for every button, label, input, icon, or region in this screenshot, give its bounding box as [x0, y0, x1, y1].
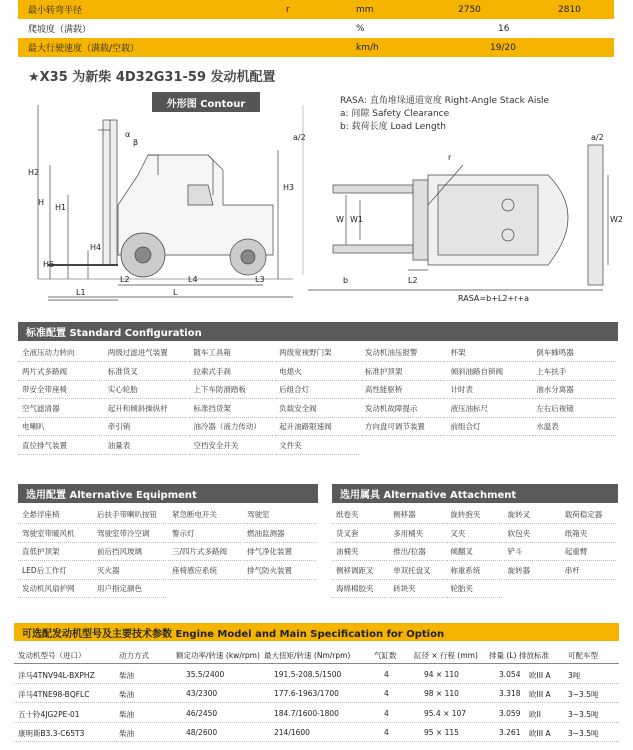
table-header-cell: 可配车型	[568, 651, 598, 660]
attachment-item: 旋转器	[504, 562, 559, 580]
config-item: 油量表	[104, 437, 188, 455]
attachment-item: 载荷稳定器	[561, 506, 616, 524]
config-item: 高性能驱桥	[361, 381, 445, 399]
spec-unit: mm	[356, 4, 374, 15]
config-item: 油冷器（液力传动）	[189, 418, 273, 436]
attachment-item: 叉夹	[446, 525, 501, 543]
table-cell: 3.054	[499, 669, 521, 679]
table-header-cell: 排量 (L)	[489, 651, 517, 660]
equipment-item: 燃油监测器	[243, 525, 316, 543]
table-cell: 4	[384, 689, 389, 698]
equipment-item: 紧急断电开关	[168, 506, 241, 524]
table-row	[14, 665, 619, 684]
engine-config-title: ★X35 为新柴 4D32G31-59 发动机配置	[28, 70, 276, 85]
spec-value: 16	[498, 23, 510, 34]
dim-alpha: α	[125, 130, 131, 139]
config-item: 液压油标尺	[447, 400, 531, 418]
config-item: 计时表	[447, 381, 531, 399]
dim-beta: β	[133, 138, 139, 147]
dim-l: L	[173, 288, 178, 297]
table-cell: 欧III A	[529, 670, 551, 680]
dim-w: W	[336, 215, 344, 224]
table-cell: 94 × 110	[424, 669, 459, 679]
spec-row	[18, 38, 614, 57]
config-item: 牵引销	[104, 418, 188, 436]
equipment-item: 警示灯	[168, 525, 241, 543]
table-cell: 48/2600	[186, 728, 218, 737]
dim-a2-right: a/2	[591, 133, 604, 142]
attachment-item: 侧移器	[389, 506, 444, 524]
table-cell: 3~3.5吨	[568, 690, 599, 699]
table-cell: 95.4 × 107	[424, 708, 467, 718]
equipment-item: 座椅感应系统	[168, 562, 241, 580]
config-item: 前组合灯	[447, 418, 531, 436]
attachment-item: 轮胎夹	[446, 580, 501, 598]
config-item: 标准护顶架	[361, 363, 445, 381]
attachment-item: 串杆	[561, 562, 616, 580]
alternative-equipment-header: 选用配置 Alternative Equipment	[18, 484, 318, 503]
standard-config-grid	[18, 344, 618, 456]
table-cell: 洋马4TNV94L-BXPHZ	[18, 670, 95, 680]
attachment-item: 货叉套	[332, 525, 387, 543]
equipment-item: LED后工作灯	[18, 562, 91, 580]
config-item: 全液压动力转向	[18, 344, 102, 362]
table-header-cell: 排放标准	[519, 651, 549, 660]
attachment-item: 油桶夹	[332, 543, 387, 561]
table-cell: 4	[384, 669, 389, 679]
dim-r: r	[448, 153, 452, 162]
table-header-cell: 气缸数	[374, 651, 397, 660]
table-cell: 177.6-1963/1700	[274, 689, 339, 698]
rasa-line: a: 间隙 Safety Clearance	[340, 109, 450, 119]
spec-row	[18, 0, 614, 19]
dim-h4: H4	[90, 243, 102, 252]
table-cell: 3~3.5吨	[568, 729, 599, 738]
table-cell: 柴油	[119, 670, 134, 680]
config-item: 两级宽视野门架	[275, 344, 359, 362]
dim-h: H	[38, 198, 45, 207]
config-item: 发动机故障提示	[361, 400, 445, 418]
dim-l2-top: L2	[408, 276, 418, 285]
attachment-item: 多用桶夹	[389, 525, 444, 543]
attachment-item: 单双托盘叉	[389, 562, 444, 580]
alternative-equipment-grid	[18, 506, 318, 598]
standard-config-header: 标准配置 Standard Configuration	[18, 322, 618, 341]
table-cell: 欧II	[529, 709, 541, 719]
table-cell: 95 × 115	[424, 728, 459, 737]
engine-table-header: 可选配发动机型号及主要技术参数 Engine Model and Main Specification for Option	[14, 623, 619, 641]
spec-symbol: r	[286, 4, 290, 15]
equipment-item: 用户指定颜色	[93, 580, 166, 598]
rasa-line: b: 载荷长度 Load Length	[340, 122, 446, 132]
config-item: 倾斜油路自锁阀	[447, 363, 531, 381]
config-item: 两级过滤进气装置	[104, 344, 188, 362]
dim-l2: L2	[120, 275, 130, 284]
equipment-item: 发动机风扇护网	[18, 580, 91, 598]
equipment-item: 排气防火装置	[243, 562, 316, 580]
config-item: 左右后视镜	[532, 400, 616, 418]
table-cell: 4	[384, 708, 389, 718]
equipment-item: 灭火器	[93, 562, 166, 580]
rasa-line: RASA: 直角堆垛通道宽度 Right-Angle Stack Aisle	[340, 96, 550, 106]
table-cell: 柴油	[119, 729, 134, 738]
dim-h5: H5	[43, 260, 55, 269]
spec-value: 2810	[558, 4, 581, 15]
rasa-legend	[340, 95, 549, 134]
config-item: 两片式多路阀	[18, 363, 102, 381]
config-item: 方向盘可调节装置	[361, 418, 445, 436]
rasa-formula: RASA=b+L2+r+a	[458, 294, 530, 303]
spec-unit: km/h	[356, 42, 379, 53]
config-item: 标准货叉	[104, 363, 188, 381]
dim-h2: H2	[28, 168, 40, 177]
dim-a2-left: a/2	[293, 133, 306, 142]
attachment-item: 纸卷夹	[332, 506, 387, 524]
table-header-row	[14, 645, 619, 664]
table-cell: 43/2300	[186, 689, 218, 698]
attachment-item: 软包夹	[504, 525, 559, 543]
spec-row	[18, 19, 614, 39]
config-item: 拉索式手刹	[189, 363, 273, 381]
attachment-item: 倾翻叉	[446, 543, 501, 561]
config-item: 随车工具箱	[189, 344, 273, 362]
config-item: 上车扶手	[532, 363, 616, 381]
table-header-cell: 缸径 × 行程 (mm)	[414, 651, 478, 660]
attachment-item: 纸箱夹	[561, 525, 616, 543]
config-item: 水温表	[532, 418, 616, 436]
equipment-item: 全悬浮座椅	[18, 506, 91, 524]
equipment-item: 驾驶室	[243, 506, 316, 524]
table-cell: 洋马4TNE98-BQFLC	[18, 690, 90, 699]
table-cell: 3~3.5吨	[568, 709, 599, 719]
spec-value: 2750	[458, 4, 481, 15]
attachment-item: 推出/拉器	[389, 543, 444, 561]
config-item: 后组合灯	[275, 381, 359, 399]
table-cell: 3吨	[568, 670, 581, 680]
config-item: 直位排气装置	[18, 437, 102, 455]
dim-w1: W1	[350, 215, 363, 224]
config-item: 负载安全阀	[275, 400, 359, 418]
table-row	[14, 704, 619, 723]
equipment-item: 排气净化装置	[243, 543, 316, 561]
config-item: 文件夹	[275, 437, 359, 455]
table-cell: 柴油	[119, 690, 134, 699]
table-cell: 康明斯B3.3-C65T3	[18, 729, 85, 738]
dim-h3: H3	[283, 183, 295, 192]
config-item: 电喇叭	[18, 418, 102, 436]
dim-b: b	[343, 276, 349, 285]
alternative-attachment-grid	[332, 506, 618, 598]
attachment-item: 起重臂	[561, 543, 616, 561]
table-cell: 184.7/1600-1800	[274, 708, 339, 718]
config-item: 空挡安全开关	[189, 437, 273, 455]
attachment-item: 侧移调距叉	[332, 562, 387, 580]
config-item: 电熄火	[275, 363, 359, 381]
table-cell: 3.261	[499, 728, 521, 737]
attachment-item: 旋转抱夹	[446, 506, 501, 524]
table-cell: 五十铃4JG2PE-01	[18, 709, 80, 719]
config-item: 油水分离器	[532, 381, 616, 399]
table-header-cell: 最大扭矩/转速 (Nm/rpm)	[264, 651, 351, 660]
config-item: 起升和倾斜操纵杆	[104, 400, 188, 418]
attachment-item: 铲斗	[504, 543, 559, 561]
equipment-item: 直低护顶架	[18, 543, 91, 561]
equipment-item: 前后挡风玻璃	[93, 543, 166, 561]
config-item: 上下车防滑踏板	[189, 381, 273, 399]
table-cell: 191.5-208.5/1500	[274, 669, 342, 679]
dim-w2: W2	[610, 215, 623, 224]
attachment-item: 旋转叉	[504, 506, 559, 524]
equipment-item: 后扶手带喇叭按钮	[93, 506, 166, 524]
table-cell: 98 × 110	[424, 689, 459, 698]
config-item: 发动机油压报警	[361, 344, 445, 362]
table-header-cell: 额定功率/转速 (kw/rpm)	[176, 651, 260, 660]
dim-l4: L4	[188, 275, 198, 284]
config-item: 起升油路限速阀	[275, 418, 359, 436]
equipment-item: 驾驶室带冷空调	[93, 525, 166, 543]
table-cell: 35.5/2400	[186, 669, 225, 679]
spec-label: 爬坡度（满载）	[28, 25, 92, 35]
attachment-item: 称重系统	[446, 562, 501, 580]
table-row	[14, 723, 619, 742]
table-row	[14, 684, 619, 703]
spec-label: 最小转弯半径	[28, 6, 83, 16]
dim-h1: H1	[55, 203, 67, 212]
spec-unit: %	[356, 23, 365, 34]
table-header-cell: 动力方式	[119, 651, 149, 660]
config-item: 倒车蜂鸣器	[532, 344, 616, 362]
table-cell: 3.318	[499, 689, 521, 698]
table-cell: 214/1600	[274, 728, 310, 737]
alternative-attachment-header: 选用属具 Alternative Attachment	[332, 484, 618, 503]
table-cell: 柴油	[119, 709, 134, 719]
equipment-item: 驾驶室带暖风机	[18, 525, 91, 543]
table-cell: 46/2450	[186, 708, 218, 718]
attachment-item: 海绵棉胶夹	[332, 580, 387, 598]
table-cell: 3.059	[499, 708, 521, 718]
attachment-item: 砖块夹	[389, 580, 444, 598]
config-item: 空气滤清器	[18, 400, 102, 418]
equipment-item: 三/四片式多路阀	[168, 543, 241, 561]
config-item: 带安全带座椅	[18, 381, 102, 399]
spec-value: 19/20	[490, 42, 516, 53]
config-item: 标准挡货架	[189, 400, 273, 418]
dim-l1: L1	[76, 288, 86, 297]
config-item: 杯架	[447, 344, 531, 362]
table-cell: 4	[384, 728, 389, 737]
table-cell: 欧III A	[529, 690, 551, 699]
table-cell: 欧III A	[529, 729, 551, 738]
table-header-cell: 发动机型号（进口）	[18, 651, 86, 660]
config-item: 实心轮胎	[104, 381, 188, 399]
dim-l3: L3	[255, 275, 265, 284]
contour-label: 外形图 Contour	[152, 92, 260, 112]
spec-label: 最大行驶速度（满载/空载）	[28, 44, 140, 54]
